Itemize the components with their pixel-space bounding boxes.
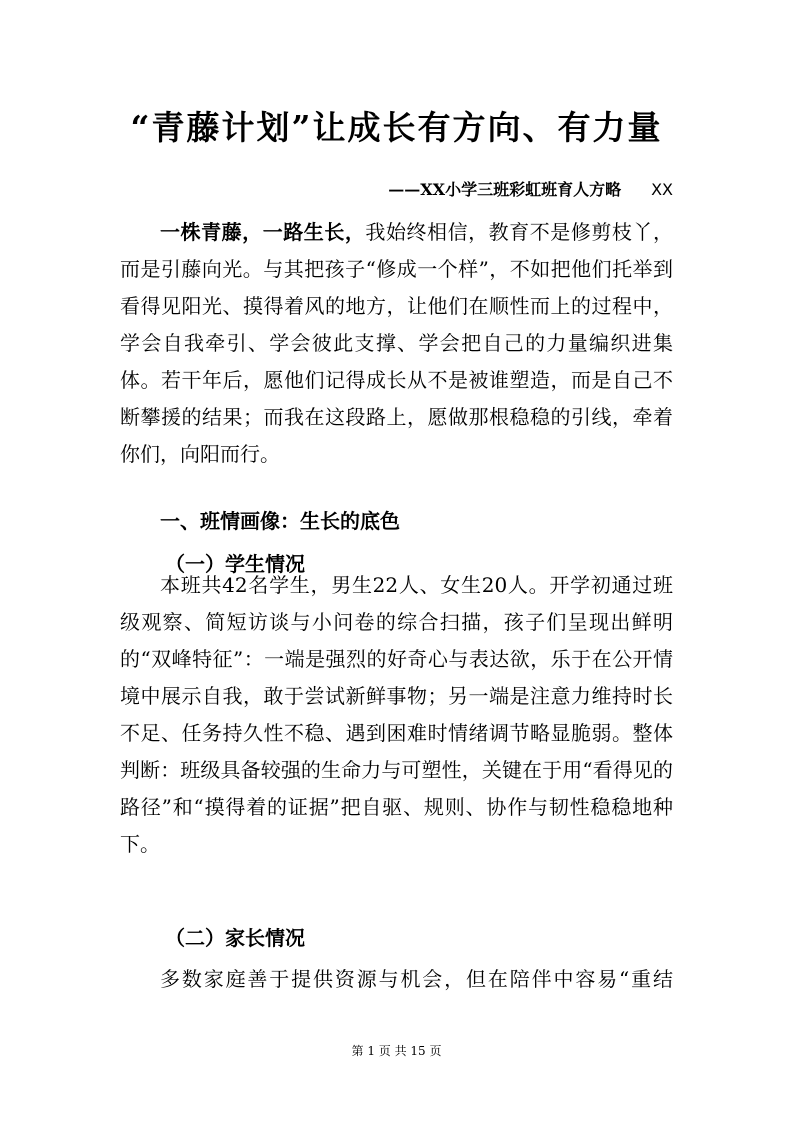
subsection-heading-parents: （二）家长情况 [165, 926, 305, 950]
page-footer: 第 1 页 共 15 页 [351, 1044, 442, 1058]
section-heading: 一、班情画像：生长的底色 [160, 509, 400, 533]
author-name: XX [651, 180, 673, 199]
students-paragraph: 本班共42名学生，男生22人、女生20人。开学初通过班级观察、简短访谈与小问卷的综合扫描，孩子们呈现出鲜明的“双峰特征”：一端是强烈的好奇心与表达欲，乐于在公开情境中展示自我，敢于尝试新鲜事物；另一端是注意力维持时长不足、任务持久性不稳、遇到困难时情绪调节略显脆弱。整体判断：班级具备较强的生命力与可塑性，关键在于用“看得见的路径”和“摸得着的证据”把自驱、规则、协作与韧性稳稳地种下。 [120, 573, 673, 856]
subsection-heading-students: （一）学生情况 [165, 552, 305, 576]
parents-paragraph: 多数家庭善于提供资源与机会，但在陪伴中容易“重结 [160, 967, 673, 991]
intro-lead: 一株青藤，一路生长， [160, 220, 366, 244]
intro-paragraph [120, 214, 673, 473]
intro-text: 我始终相信，教育不是修剪枝丫，而是引藤向光。与其把孩子“修成一个样”，不如把他们托举到看得见阳光、摸得着风的地方，让他们在顺性而上的过程中，学会自我牵引、学会彼此支撑、学会把自己的力量编织进集体。若干年后，愿他们记得成长从不是被谁塑造，而是自己不断攀援的结果；而我在这段路上，愿做那根稳稳的引线，牵着你们，向阳而行。 [120, 220, 674, 466]
document-subtitle [388, 178, 673, 202]
subtitle-text: ——XX小学三班彩虹班育人方略 [388, 180, 622, 199]
document-title: “青藤计划”让成长有方向、有力量 [130, 108, 663, 147]
